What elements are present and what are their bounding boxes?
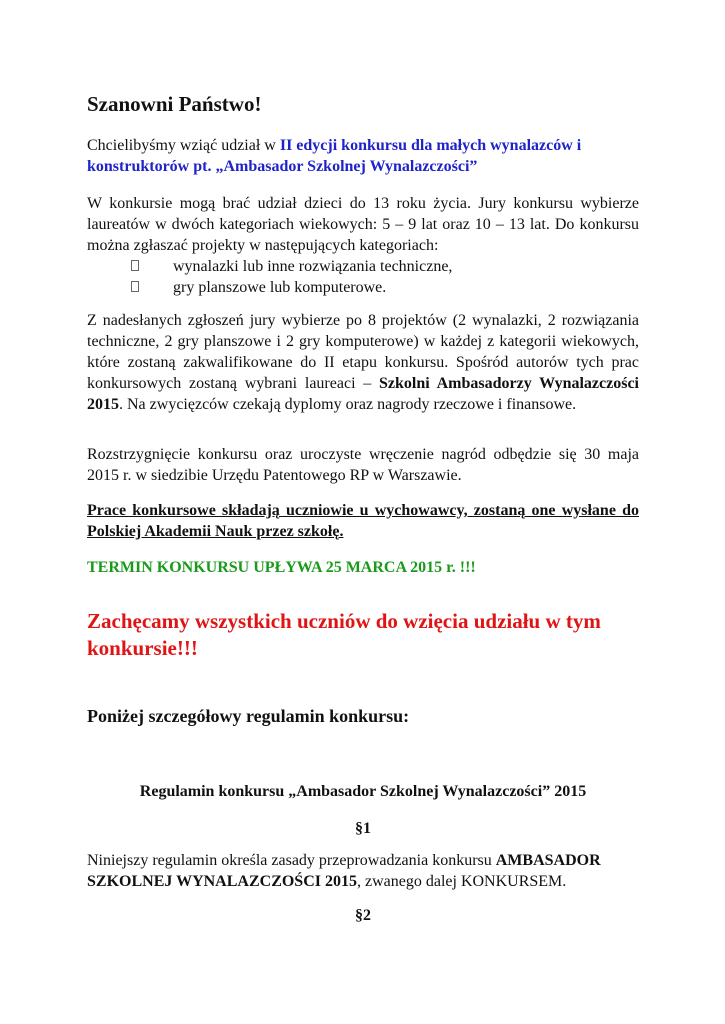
intro-paragraph xyxy=(87,135,639,177)
eligibility-text: W konkursie mogą brać udział dzieci do 13 roku życia. Jury konkursu wybierze laureatów w dwóch kategoriach wiekowych: 5 – 9 lat oraz 10 – 13 lat. Do konkursu można zgłaszać projekty w następujących kategoriach: xyxy=(87,195,639,254)
selection-paragraph xyxy=(87,310,639,415)
selection-text-1: Z nadesłanych zgłoszeń jury wybierze po 8 projektów (2 wynalazki, 2 rozwiązania techniczne, 2 gry planszowe i 2 gry komputerowe) w każdej z kategorii wiekowych, które zostaną zakwalifikowane do II etapu konkursu. Spośród autorów tych prac konkursowych zostaną wybrani laureaci – xyxy=(87,312,639,392)
document-page xyxy=(87,0,639,1024)
rules-title: Regulamin konkursu „Ambasador Szkolnej Wynalazczości” 2015 xyxy=(139,783,587,800)
submission-note: Prace konkursowe składają uczniowie u wychowawcy, zostaną one wysłane do Polskiej Akademii Nauk przez szkołę. xyxy=(87,502,639,540)
category-label: wynalazki lub inne rozwiązania techniczne, xyxy=(173,258,453,275)
category-item xyxy=(87,256,639,277)
section-1-prefix: Niniejszy regulamin określa zasady przeprowadzania konkursu xyxy=(87,852,496,869)
contest-name: II edycji konkursu dla małych wynalazców i konstruktorów pt. „Ambasador Szkolnej Wynalazczości” xyxy=(87,137,582,175)
eligibility-paragraph xyxy=(87,193,639,298)
laureate-title: Szkolni Ambasadorzy Wynalazczości 2015 xyxy=(87,375,639,413)
category-item xyxy=(87,277,639,298)
selection-text-2: . Na zwycięzców czekają dyplomy oraz nagrody rzeczowe i finansowe. xyxy=(119,396,577,413)
bullet-icon xyxy=(131,260,139,271)
greeting-heading: Szanowni Państwo! xyxy=(87,92,262,116)
section-2-heading: §2 xyxy=(355,907,371,924)
deadline-notice: TERMIN KONKURSU UPŁYWA 25 MARCA 2015 r. !!! xyxy=(87,559,476,576)
bullet-icon xyxy=(131,281,139,292)
category-label: gry planszowe lub komputerowe. xyxy=(173,279,387,296)
category-list xyxy=(87,256,639,298)
contest-official-name: AMBASADOR SZKOLNEJ WYNALAZCZOŚCI 2015 xyxy=(87,852,601,890)
encouragement-heading: Zachęcamy wszystkich uczniów do wzięcia udziału w tym konkursie!!! xyxy=(87,609,601,660)
section-1-heading: §1 xyxy=(355,820,371,837)
section-1-paragraph xyxy=(87,850,639,892)
ceremony-paragraph: Rozstrzygnięcie konkursu oraz uroczyste wręczenie nagród odbędzie się 30 maja 2015 r. w siedzibie Urzędu Patentowego RP w Warszawie. xyxy=(87,446,639,484)
section-1-suffix: , zwanego dalej KONKURSEM. xyxy=(356,873,567,890)
rules-intro-heading: Poniżej szczegółowy regulamin konkursu: xyxy=(87,706,410,726)
intro-prefix: Chcielibyśmy wziąć udział w xyxy=(87,137,280,154)
